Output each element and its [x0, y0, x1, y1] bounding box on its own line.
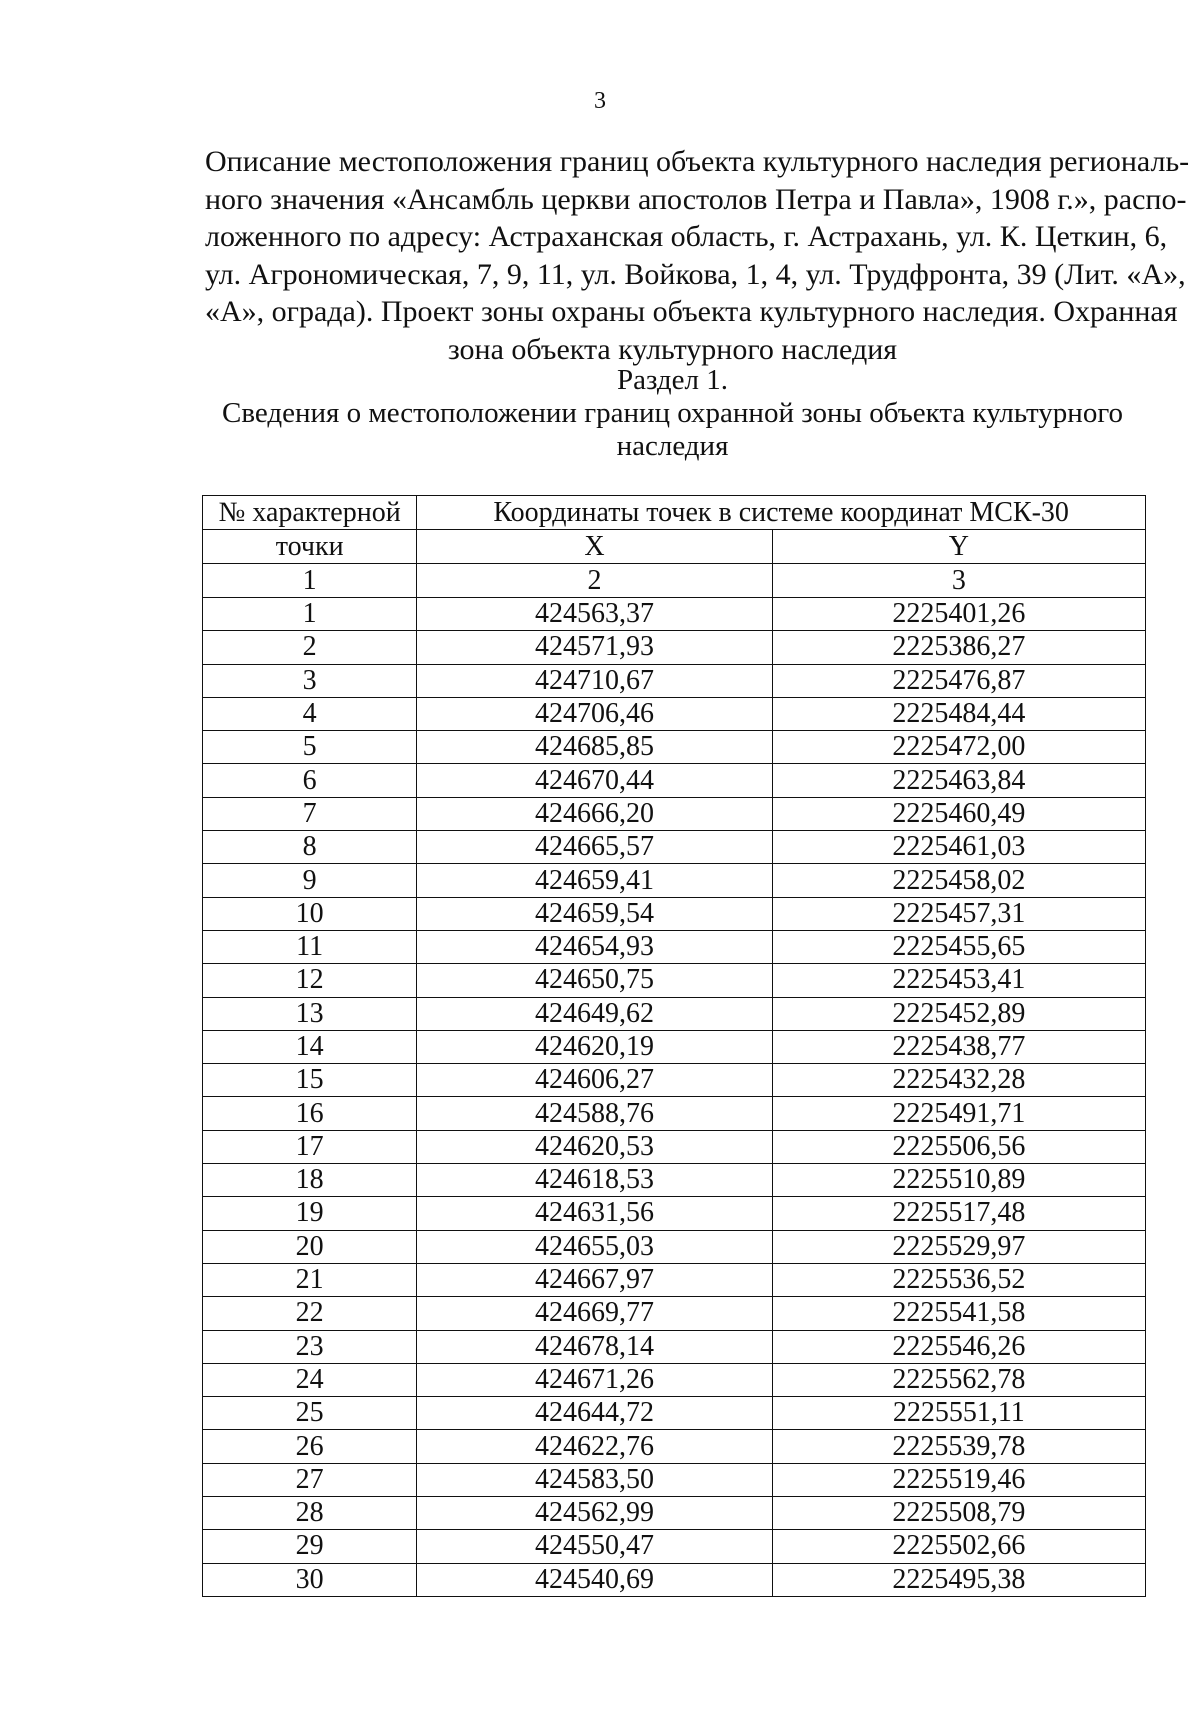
x-coordinate-cell: 424649,62	[417, 997, 772, 1030]
y-coordinate-cell: 2225432,28	[772, 1064, 1145, 1097]
point-number-cell: 26	[203, 1430, 417, 1463]
x-coordinate-cell: 424571,93	[417, 631, 772, 664]
title-line: Описание местоположения границ объекта культурного наследия региональ-	[205, 145, 1190, 178]
table-row	[203, 631, 1146, 664]
table-row	[203, 930, 1146, 963]
column-number: 2	[417, 564, 772, 598]
y-coordinate-cell: 2225472,00	[772, 731, 1145, 764]
y-coordinate-cell: 2225536,52	[772, 1263, 1145, 1296]
point-number-cell: 16	[203, 1097, 417, 1130]
x-coordinate-cell: 424706,46	[417, 697, 772, 730]
table-row	[203, 1097, 1146, 1130]
point-number-cell: 18	[203, 1164, 417, 1197]
y-coordinate-cell: 2225495,38	[772, 1563, 1145, 1596]
y-coordinate-cell: 2225476,87	[772, 664, 1145, 697]
y-coordinate-cell: 2225510,89	[772, 1164, 1145, 1197]
x-coordinate-cell: 424540,69	[417, 1563, 772, 1596]
point-number-cell: 6	[203, 764, 417, 797]
point-number-cell: 20	[203, 1230, 417, 1263]
point-number-cell: 19	[203, 1197, 417, 1230]
table-row	[203, 664, 1146, 697]
y-coordinate-cell: 2225484,44	[772, 697, 1145, 730]
y-coordinate-cell: 2225460,49	[772, 797, 1145, 830]
table-row	[203, 1430, 1146, 1463]
header-coordinates: Координаты точек в системе координат МСК-30	[417, 496, 1146, 530]
table-column-numbers-row	[203, 564, 1146, 598]
section-subtitle-line: Сведения о местоположении границ охранной зоны объекта культурного	[222, 397, 1123, 429]
header-point-number-cont: точки	[203, 530, 417, 564]
table-row	[203, 831, 1146, 864]
x-coordinate-cell: 424583,50	[417, 1463, 772, 1496]
table-header-row	[203, 530, 1146, 564]
x-coordinate-cell: 424670,44	[417, 764, 772, 797]
point-number-cell: 27	[203, 1463, 417, 1496]
document-title	[205, 143, 1190, 369]
x-coordinate-cell: 424550,47	[417, 1530, 772, 1563]
table-row	[203, 1130, 1146, 1163]
point-number-cell: 13	[203, 997, 417, 1030]
point-number-cell: 10	[203, 897, 417, 930]
y-coordinate-cell: 2225438,77	[772, 1030, 1145, 1063]
y-coordinate-cell: 2225546,26	[772, 1330, 1145, 1363]
x-coordinate-cell: 424650,75	[417, 964, 772, 997]
x-coordinate-cell: 424685,85	[417, 731, 772, 764]
point-number-cell: 5	[203, 731, 417, 764]
x-coordinate-cell: 424678,14	[417, 1330, 772, 1363]
y-coordinate-cell: 2225458,02	[772, 864, 1145, 897]
x-coordinate-cell: 424671,26	[417, 1363, 772, 1396]
point-number-cell: 3	[203, 664, 417, 697]
y-coordinate-cell: 2225529,97	[772, 1230, 1145, 1263]
point-number-cell: 25	[203, 1397, 417, 1430]
point-number-cell: 29	[203, 1530, 417, 1563]
table-row	[203, 1397, 1146, 1430]
table-row	[203, 1230, 1146, 1263]
x-coordinate-cell: 424655,03	[417, 1230, 772, 1263]
y-coordinate-cell: 2225401,26	[772, 598, 1145, 631]
table-row	[203, 1197, 1146, 1230]
x-coordinate-cell: 424606,27	[417, 1064, 772, 1097]
x-coordinate-cell: 424622,76	[417, 1430, 772, 1463]
point-number-cell: 9	[203, 864, 417, 897]
table-row	[203, 797, 1146, 830]
table-row	[203, 697, 1146, 730]
table-row	[203, 764, 1146, 797]
y-coordinate-cell: 2225461,03	[772, 831, 1145, 864]
table-row	[203, 1563, 1146, 1596]
point-number-cell: 2	[203, 631, 417, 664]
x-coordinate-cell: 424562,99	[417, 1497, 772, 1530]
header-y: Y	[772, 530, 1145, 564]
point-number-cell: 17	[203, 1130, 417, 1163]
column-number: 1	[203, 564, 417, 598]
y-coordinate-cell: 2225386,27	[772, 631, 1145, 664]
table-row	[203, 864, 1146, 897]
y-coordinate-cell: 2225453,41	[772, 964, 1145, 997]
y-coordinate-cell: 2225508,79	[772, 1497, 1145, 1530]
x-coordinate-cell: 424588,76	[417, 1097, 772, 1130]
y-coordinate-cell: 2225506,56	[772, 1130, 1145, 1163]
point-number-cell: 8	[203, 831, 417, 864]
section-heading	[205, 364, 1140, 463]
point-number-cell: 30	[203, 1563, 417, 1596]
y-coordinate-cell: 2225457,31	[772, 897, 1145, 930]
table-row	[203, 1030, 1146, 1063]
point-number-cell: 15	[203, 1064, 417, 1097]
table-header-row	[203, 496, 1146, 530]
x-coordinate-cell: 424710,67	[417, 664, 772, 697]
x-coordinate-cell: 424644,72	[417, 1397, 772, 1430]
section-label: Раздел 1.	[616, 364, 729, 396]
x-coordinate-cell: 424666,20	[417, 797, 772, 830]
point-number-cell: 22	[203, 1297, 417, 1330]
title-line: зона объекта культурного наследия	[447, 332, 898, 366]
point-number-cell: 21	[203, 1263, 417, 1296]
x-coordinate-cell: 424659,41	[417, 864, 772, 897]
table-row	[203, 1330, 1146, 1363]
table-row	[203, 598, 1146, 631]
table-row	[203, 1297, 1146, 1330]
table-row	[203, 1164, 1146, 1197]
y-coordinate-cell: 2225517,48	[772, 1197, 1145, 1230]
page-number: 3	[594, 88, 606, 114]
y-coordinate-cell: 2225502,66	[772, 1530, 1145, 1563]
title-line: ного значения «Ансамбль церкви апостолов Петра и Павла», 1908 г.», распо-	[205, 182, 1187, 216]
y-coordinate-cell: 2225539,78	[772, 1430, 1145, 1463]
table-row	[203, 1463, 1146, 1496]
table-row	[203, 1497, 1146, 1530]
column-number: 3	[772, 564, 1145, 598]
table-row	[203, 731, 1146, 764]
x-coordinate-cell: 424618,53	[417, 1164, 772, 1197]
table-row	[203, 1263, 1146, 1296]
title-line: ложенного по адресу: Астраханская область, г. Астрахань, ул. К. Цеткин, 6,	[205, 220, 1168, 254]
point-number-cell: 12	[203, 964, 417, 997]
x-coordinate-cell: 424654,93	[417, 930, 772, 963]
y-coordinate-cell: 2225551,11	[772, 1397, 1145, 1430]
point-number-cell: 7	[203, 797, 417, 830]
x-coordinate-cell: 424665,57	[417, 831, 772, 864]
x-coordinate-cell: 424667,97	[417, 1263, 772, 1296]
x-coordinate-cell: 424563,37	[417, 598, 772, 631]
section-subtitle-line: наследия	[616, 430, 729, 462]
table-row	[203, 1363, 1146, 1396]
table-row	[203, 964, 1146, 997]
point-number-cell: 14	[203, 1030, 417, 1063]
y-coordinate-cell: 2225519,46	[772, 1463, 1145, 1496]
table-row	[203, 1530, 1146, 1563]
point-number-cell: 28	[203, 1497, 417, 1530]
y-coordinate-cell: 2225452,89	[772, 997, 1145, 1030]
y-coordinate-cell: 2225491,71	[772, 1097, 1145, 1130]
point-number-cell: 23	[203, 1330, 417, 1363]
y-coordinate-cell: 2225541,58	[772, 1297, 1145, 1330]
x-coordinate-cell: 424631,56	[417, 1197, 772, 1230]
coordinates-table	[202, 495, 1146, 1597]
title-line: ул. Агрономическая, 7, 9, 11, ул. Войкова, 1, 4, ул. Трудфронта, 39 (Лит. «А»,	[205, 257, 1186, 291]
title-line: «А», ограда). Проект зоны охраны объекта культурного наследия. Охранная	[205, 295, 1178, 329]
x-coordinate-cell: 424669,77	[417, 1297, 772, 1330]
y-coordinate-cell: 2225463,84	[772, 764, 1145, 797]
x-coordinate-cell: 424620,19	[417, 1030, 772, 1063]
header-x: X	[417, 530, 772, 564]
table-row	[203, 1064, 1146, 1097]
x-coordinate-cell: 424620,53	[417, 1130, 772, 1163]
x-coordinate-cell: 424659,54	[417, 897, 772, 930]
point-number-cell: 4	[203, 697, 417, 730]
table-row	[203, 997, 1146, 1030]
y-coordinate-cell: 2225455,65	[772, 930, 1145, 963]
y-coordinate-cell: 2225562,78	[772, 1363, 1145, 1396]
point-number-cell: 24	[203, 1363, 417, 1396]
header-point-number: № характерной	[203, 496, 417, 530]
point-number-cell: 1	[203, 598, 417, 631]
point-number-cell: 11	[203, 930, 417, 963]
table-row	[203, 897, 1146, 930]
